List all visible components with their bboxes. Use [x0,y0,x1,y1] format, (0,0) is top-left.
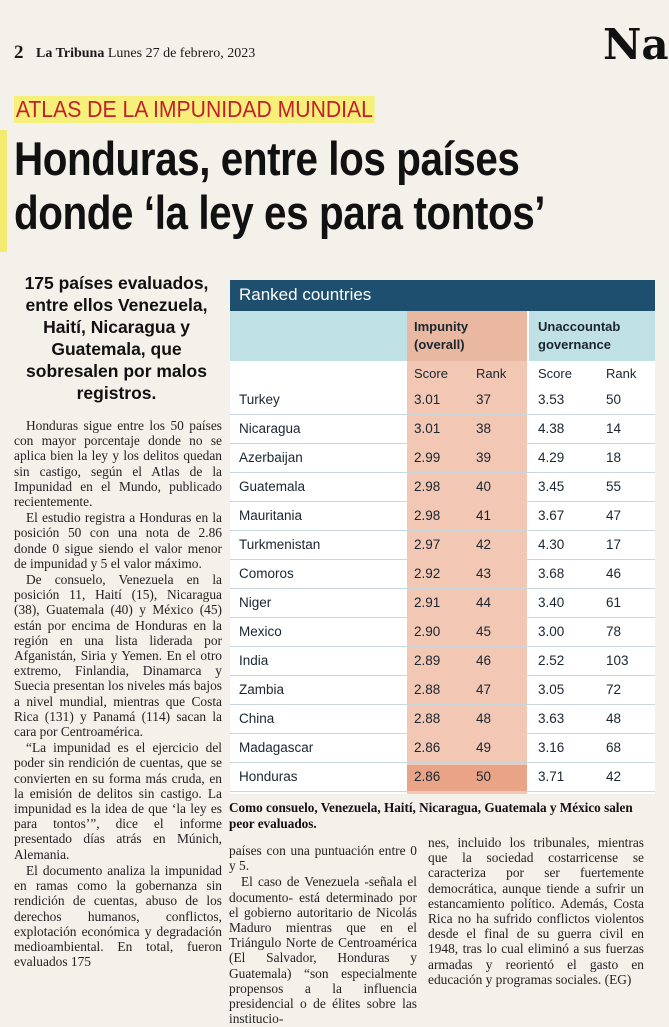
country-cell: Azerbaijan [239,450,303,465]
impunity-rank-cell: 40 [476,479,492,494]
table-row [230,473,655,502]
issue-date: Lunes 27 de febrero, 2023 [107,46,256,61]
ug-rank-cell: 47 [606,508,622,523]
group-header-line: Unaccountab [538,319,621,334]
row-divider [230,791,655,792]
impunity-rank-cell: 45 [476,624,492,639]
country-cell: Niger [239,595,272,610]
highlighter-mark [0,130,7,252]
impunity-score-cell: 2.88 [414,711,441,726]
ug-rank-cell: 14 [606,421,622,436]
masthead [36,46,255,62]
paragraph: países con una puntuación entre 0 y 5. [229,843,417,874]
ug-rank-cell: 55 [606,479,622,494]
table-row [230,734,655,763]
ranked-countries-table [230,280,655,794]
table-row [230,386,655,415]
ug-rank-cell: 72 [606,682,622,697]
impunity-rank-cell: 43 [476,566,492,581]
ug-score-cell: 3.45 [538,479,565,494]
country-cell: China [239,711,275,726]
ug-rank-cell: 61 [606,595,622,610]
subheader-impunity-score: Score [414,366,448,381]
table-row [230,618,655,647]
impunity-rank-cell: 50 [476,769,492,784]
body-column-3 [428,835,644,988]
country-cell: Mexico [239,624,282,639]
ug-score-cell: 3.71 [538,769,565,784]
impunity-score-cell: 2.89 [414,653,441,668]
country-cell: Nicaragua [239,421,301,436]
impunity-score-cell: 3.01 [414,421,441,436]
ug-score-cell: 3.40 [538,595,565,610]
table-row [230,705,655,734]
article-headline [14,132,564,240]
newspaper-name: La Tribuna [36,46,105,61]
ug-rank-cell: 18 [606,450,622,465]
ug-score-cell: 2.52 [538,653,565,668]
impunity-score-cell: 2.98 [414,508,441,523]
table-row [230,589,655,618]
ug-rank-cell: 78 [606,624,622,639]
group-header-impunity [414,318,468,354]
country-cell: Turkmenistan [239,537,321,552]
ug-score-cell: 3.68 [538,566,565,581]
ug-score-cell: 3.53 [538,392,565,407]
page-header [0,0,669,88]
ug-score-cell: 4.30 [538,537,565,552]
ug-rank-cell: 103 [606,653,629,668]
impunity-rank-cell: 37 [476,392,492,407]
table-caption: Como consuelo, Venezuela, Haití, Nicaragua, Guatemala y México salen peor evaluados. [229,800,633,831]
table-row [230,647,655,676]
table-row [230,676,655,705]
impunity-score-cell: 2.86 [414,769,441,784]
table-row [230,444,655,473]
paragraph: Honduras sigue entre los 50 países con mayor porcentaje donde no se aplica bien la ley y los delitos quedan sin castigo, según el Atlas de la Impunidad en el Mundo, publicado recientemente. [14,418,222,510]
article-kicker: ATLAS DE LA IMPUNIDAD MUNDIAL [15,96,373,122]
impunity-score-cell: 2.98 [414,479,441,494]
country-cell: Mauritania [239,508,303,523]
impunity-score-cell: 2.99 [414,450,441,465]
ug-score-cell: 3.00 [538,624,565,639]
subheader-ug-score: Score [538,366,572,381]
paragraph: El caso de Venezuela -señala el documento- está determinado por el gobierno autoritario de Nicolás Maduro mientras que en el Triángulo Norte de Centroamérica (El Salvador, Honduras y Guatemala) “son especialmente propensos a la influencia presidencial o de élites sobre las institucio- [229,874,417,1027]
paragraph: El estudio registra a Honduras en la posición 50 con una nota de 2.86 donde 0 sigue siendo el valor menor de impunidad y 5 el valor máximo. [14,510,222,571]
group-header-line: Impunity [414,319,469,334]
ug-rank-cell: 17 [606,537,622,552]
ug-rank-cell: 42 [606,769,622,784]
impunity-score-cell: 2.88 [414,682,441,697]
impunity-score-cell: 2.97 [414,537,441,552]
impunity-rank-cell: 41 [476,508,492,523]
group-header-unaccountable-governance [538,318,620,354]
impunity-rank-cell: 44 [476,595,492,610]
paragraph: De consuelo, Venezuela en la posición 11, Haití (15), Nicaragua (38), Guatemala (40) y México (45) están por encima de Honduras en la región en una lista liderada por Afganistán, Siria y Yemen. En el otro extremo, Finlandia, Dinamarca y Suecia presentan los niveles más bajos a nivel mundial, mientras que Costa Rica (131) y Panamá (114) sacan la cara por Centroamérica. [14,572,222,740]
table-title: Ranked countries [239,285,372,304]
group-header-line: (overall) [414,337,465,352]
section-letter: Na [603,20,669,69]
country-cell: Turkey [239,392,280,407]
impunity-score-cell: 2.90 [414,624,441,639]
country-cell: Zambia [239,682,285,697]
ug-score-cell: 3.05 [538,682,565,697]
impunity-rank-cell: 48 [476,711,492,726]
ug-rank-cell: 48 [606,711,622,726]
country-cell: Guatemala [239,479,306,494]
ug-score-cell: 3.16 [538,740,565,755]
body-column-1 [14,418,222,970]
paragraph: “La impunidad es el ejercicio del poder sin rendición de cuentas, que se convierten en su forma más cruda, en la emisión de delitos sin castigo. La impunidad es la idea de que ‘la ley es para tontos’”, dice el informe presentado días atrás en Múnich, Alemania. [14,740,222,862]
impunity-rank-cell: 47 [476,682,492,697]
table-row [230,415,655,444]
country-cell: Madagascar [239,740,314,755]
article-subhead: 175 países evaluados, entre ellos Venezuela, Haití, Nicaragua y Guatemala, que sobresalen por malos registros. [24,273,209,403]
headline-line-2: donde ‘la ley es para tontos’ [14,186,546,239]
impunity-rank-cell: 38 [476,421,492,436]
subheader-ug-rank: Rank [606,366,637,381]
impunity-score-cell: 2.92 [414,566,441,581]
table-title-bar [230,280,655,311]
table-row [230,560,655,589]
ug-score-cell: 4.29 [538,450,565,465]
impunity-score-cell: 2.86 [414,740,441,755]
group-header-line: governance [538,337,611,352]
headline-line-1: Honduras, entre los países [14,132,520,185]
country-cell: Comoros [239,566,294,581]
ug-score-cell: 3.63 [538,711,565,726]
impunity-score-cell: 3.01 [414,392,441,407]
paragraph: El documento analiza la impunidad en ramas como la gobernanza sin rendición de cuentas, abuso de los derechos humanos, conflictos, explotación económica y degradación medioambiental. En total, fueron evaluados 175 [14,862,222,970]
impunity-rank-cell: 42 [476,537,492,552]
paragraph: nes, incluido los tribunales, mientras que la sociedad costarricense se caracteriza por ser fuertemente democrática, aunque tiende a sufrir un estancamiento político. Además, Costa Rica no ha sufrido conflictos violentos desde el final de su guerra civil en 1948, tras lo cual eliminó a sus fuerzas armadas y reorientó el gasto en educación y programas sociales. (EG) [428,835,644,987]
page-number: 2 [14,42,24,63]
ug-score-cell: 3.67 [538,508,565,523]
ug-rank-cell: 46 [606,566,622,581]
body-column-2 [229,843,417,1027]
ug-rank-cell: 68 [606,740,622,755]
table-row [230,763,655,792]
table-row [230,502,655,531]
impunity-rank-cell: 39 [476,450,492,465]
impunity-rank-cell: 46 [476,653,492,668]
country-cell: India [239,653,269,668]
subheader-impunity-rank: Rank [476,366,507,381]
impunity-rank-cell: 49 [476,740,492,755]
impunity-score-cell: 2.91 [414,595,441,610]
ug-score-cell: 4.38 [538,421,565,436]
country-cell: Honduras [239,769,298,784]
ug-rank-cell: 50 [606,392,622,407]
table-row [230,531,655,560]
